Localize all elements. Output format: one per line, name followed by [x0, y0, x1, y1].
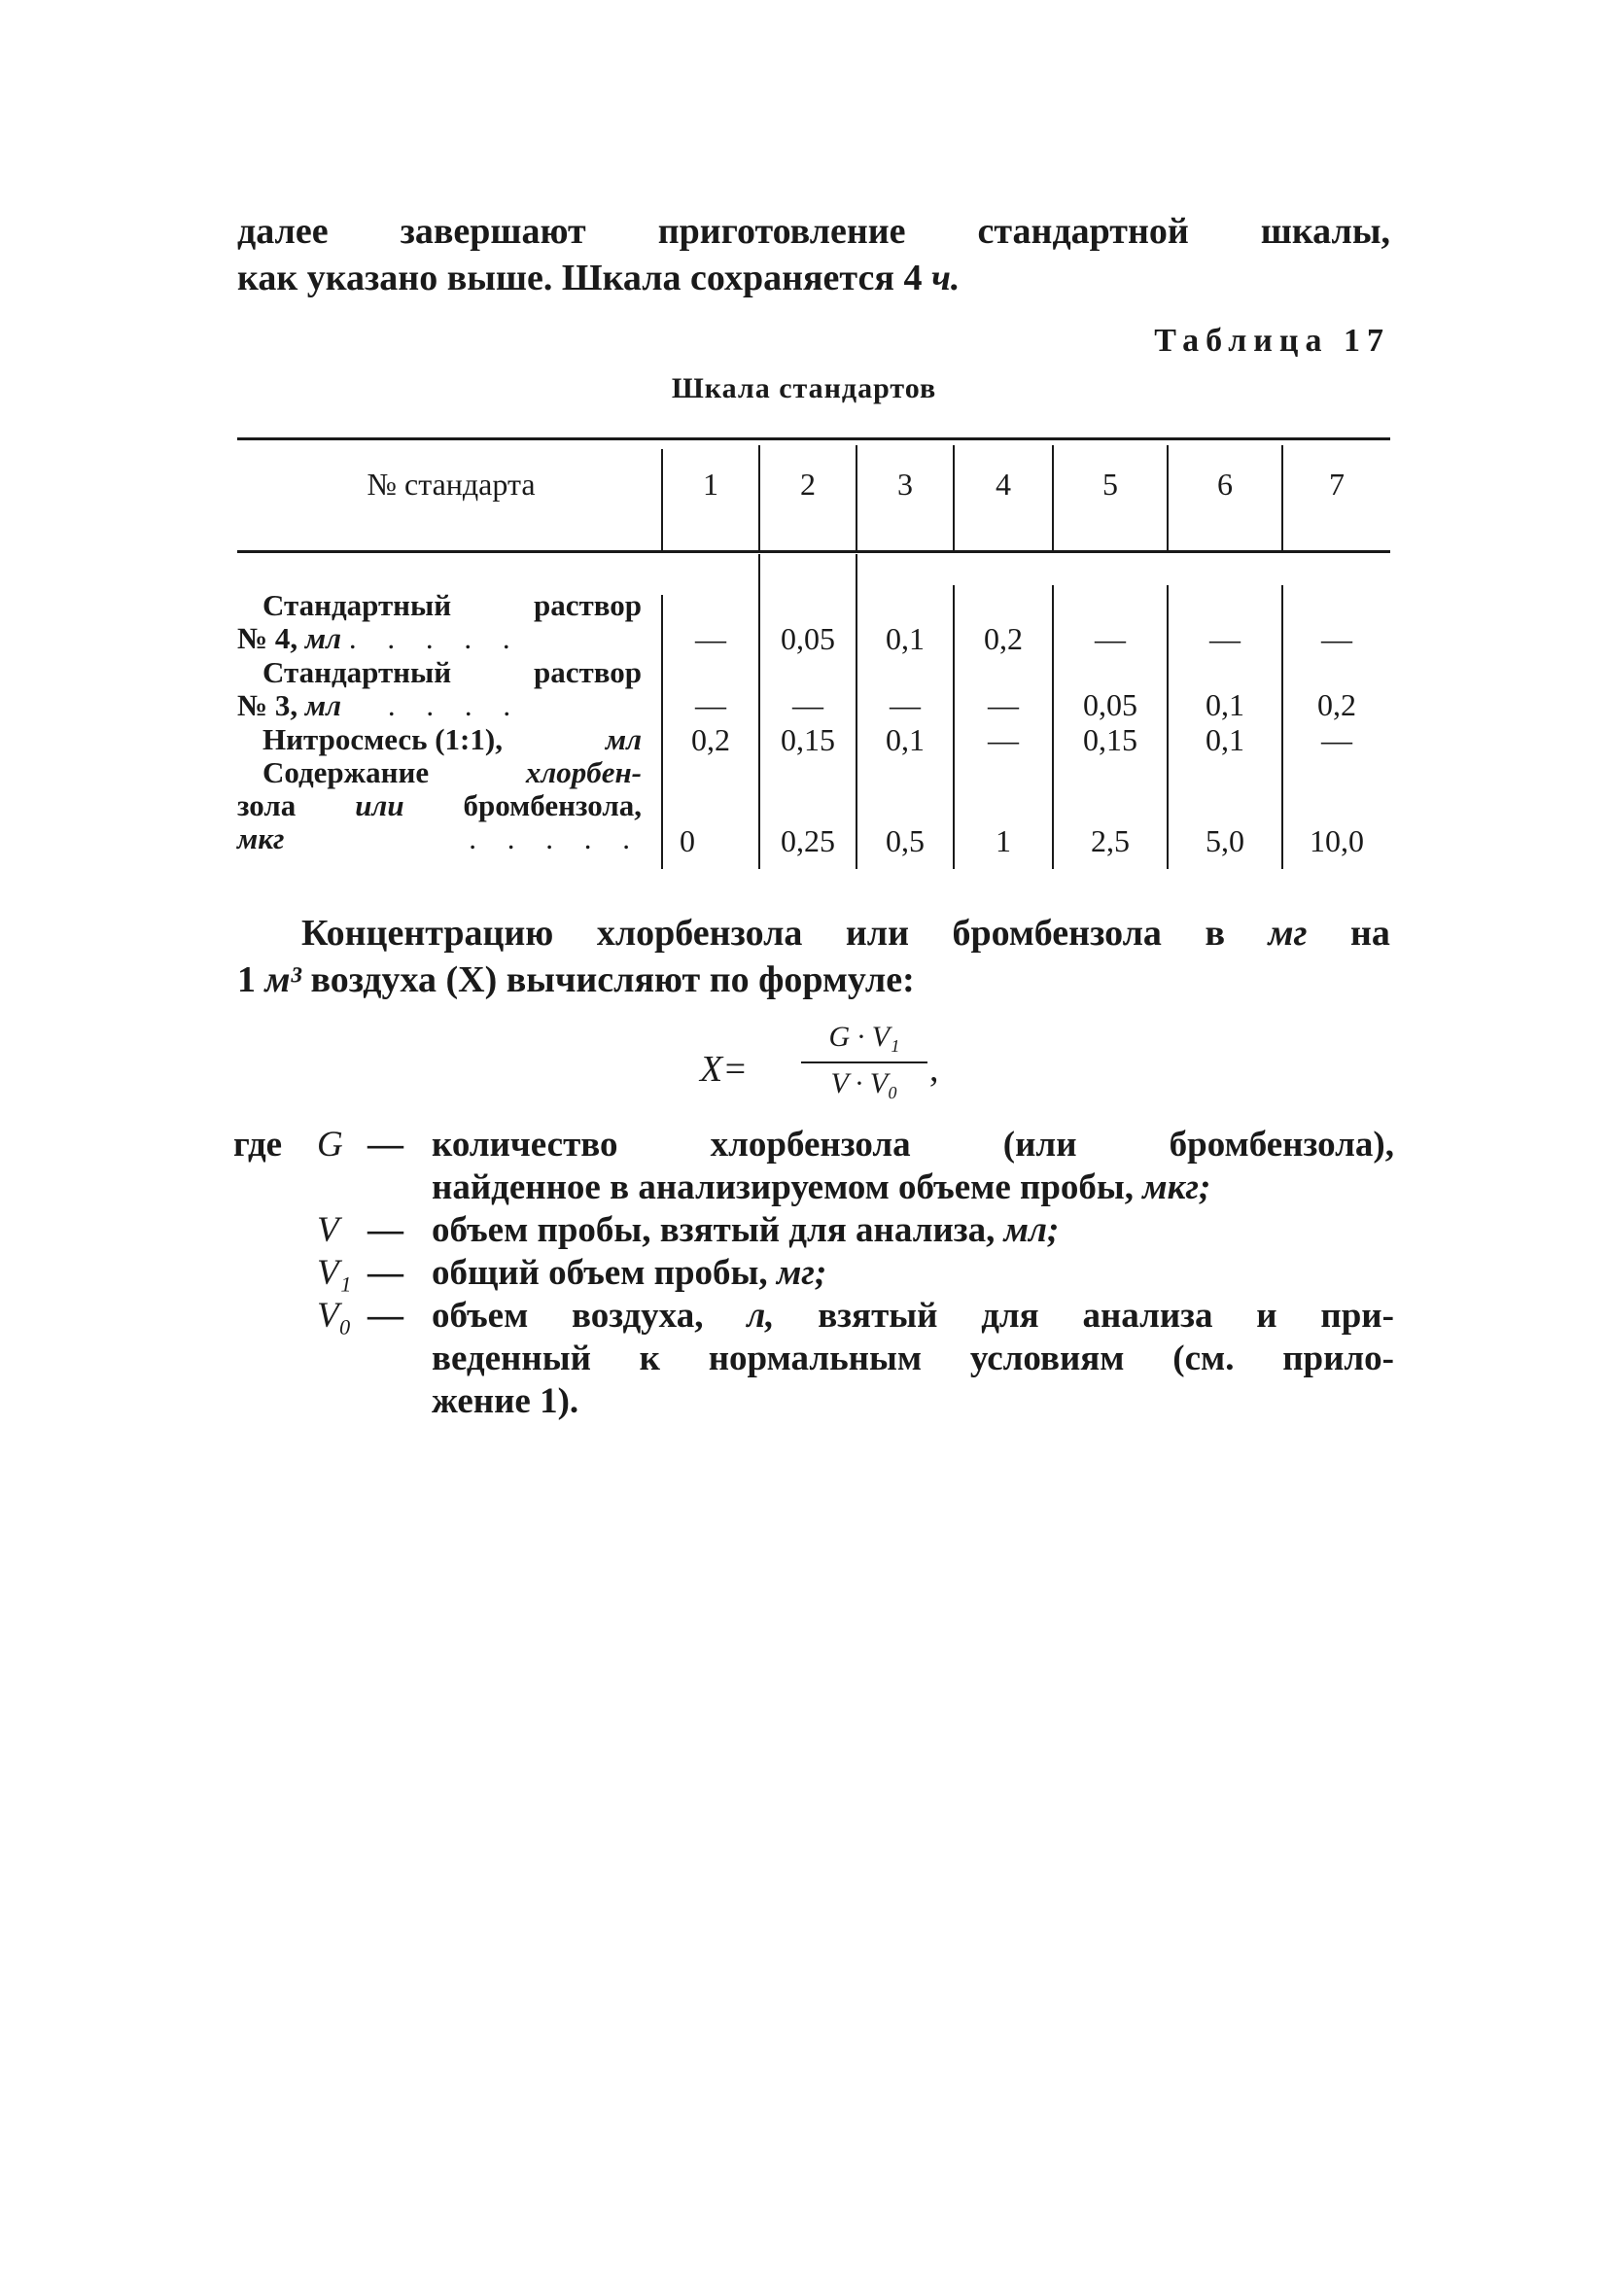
table-number: Таблица 17: [1154, 323, 1390, 359]
header-column-3: 3: [897, 467, 913, 502]
paragraph-unit: м³: [264, 959, 301, 1000]
row-label-unit: мл: [304, 688, 342, 722]
definition-symbol: V: [317, 1210, 339, 1250]
formula-trailing-comma: ,: [929, 1049, 939, 1090]
cell-r3-c6: 0,1: [1206, 722, 1244, 757]
definition-word: воздуха,: [572, 1296, 704, 1336]
definition-word: веденный: [432, 1339, 591, 1378]
paragraph-word: или: [845, 913, 910, 954]
definition-word: при-: [1320, 1296, 1394, 1336]
cell-r4-c5: 2,5: [1091, 823, 1130, 858]
cell-r2-c3: —: [890, 687, 921, 722]
paragraph-line-1: [237, 910, 1390, 957]
cell-r3-c4: —: [988, 722, 1019, 757]
definition-word: объем: [432, 1296, 529, 1336]
header-column-5: 5: [1102, 467, 1118, 502]
cell-r2-c5: 0,05: [1083, 687, 1137, 722]
row-label-text: Содержание: [262, 755, 430, 789]
definition-symbol: G: [317, 1125, 343, 1165]
header-standard-number: № стандарта: [367, 467, 536, 502]
paragraph-word: бромбензола: [952, 913, 1162, 954]
row-label-text: хлорбен-: [525, 755, 642, 789]
intro-line-2: [237, 255, 1390, 301]
formula-denominator: V · V₀: [830, 1067, 898, 1099]
cell-r2-c4: —: [988, 687, 1019, 722]
variable-definitions: [233, 1124, 1394, 1423]
row-label-solution-3: [237, 656, 642, 722]
row-label-leader: . . . .: [387, 688, 523, 722]
row-label-text: зола: [237, 788, 297, 822]
paragraph-word: в: [1205, 913, 1225, 954]
row-label-leader: . . . . .: [469, 821, 642, 855]
definition-word: условиям: [969, 1339, 1125, 1378]
row-label-text: или: [355, 788, 404, 822]
paragraph-word: 1: [237, 959, 256, 1000]
definition-unit: мкг;: [1142, 1167, 1211, 1207]
definition-text: жение 1).: [432, 1381, 579, 1421]
table-header-rule: [237, 550, 1390, 553]
cell-r2-c6: 0,1: [1206, 687, 1244, 722]
intro-paragraph: [237, 208, 1390, 301]
definition-symbol: V₁: [317, 1253, 352, 1293]
definition-word: прило-: [1282, 1339, 1394, 1378]
header-column-2: 2: [800, 467, 816, 502]
row-label-text: бромбензола,: [463, 788, 642, 822]
cell-r3-c5: 0,15: [1083, 722, 1137, 757]
paragraph-word: воздуха (X) вычисляют по формуле:: [310, 959, 915, 1000]
header-column-7: 7: [1329, 467, 1345, 502]
paragraph-line-2: [237, 957, 1390, 1003]
definition-word: (или: [1002, 1125, 1077, 1165]
definition-word: нормальным: [708, 1339, 923, 1378]
definition-symbol: V₀: [317, 1296, 352, 1336]
formula-numerator: G · V₁: [828, 1021, 900, 1053]
intro-line-1: [237, 208, 1390, 255]
cell-r3-c3: 0,1: [886, 722, 925, 757]
cell-r3-c2: 0,15: [781, 722, 835, 757]
definition-prefix: [233, 1295, 317, 1423]
definition-word: для: [981, 1296, 1039, 1336]
intro-word: стандартной: [977, 211, 1189, 252]
definition-dash: —: [367, 1296, 403, 1336]
definition-unit: мг;: [776, 1253, 827, 1293]
definition-prefix: [233, 1209, 317, 1252]
cell-r1-c3: 0,1: [886, 621, 925, 656]
paragraph-word: хлорбензола: [596, 913, 803, 954]
definition-word: и: [1256, 1296, 1277, 1336]
definition-text: объем пробы, взятый для анализа,: [432, 1210, 996, 1250]
definition-V0: [233, 1295, 1394, 1423]
definition-word: к: [639, 1339, 660, 1378]
cell-r4-c1: 0: [680, 823, 695, 858]
table-title: Шкала стандартов: [671, 372, 937, 404]
cell-r1-c7: —: [1321, 621, 1352, 656]
row-label-text: № 3,: [237, 688, 298, 722]
cell-r4-c6: 5,0: [1206, 823, 1244, 858]
intro-line-2-unit: ч.: [930, 258, 961, 298]
cell-r4-c3: 0,5: [886, 823, 925, 858]
cell-r3-c7: —: [1321, 722, 1352, 757]
cell-r1-c2: 0,05: [781, 621, 835, 656]
row-label-text: Нитросмесь (1:1),: [262, 722, 503, 756]
cell-r1-c5: —: [1095, 621, 1126, 656]
cell-r3-c1: 0,2: [691, 722, 730, 757]
row-label-nitro-mix: [237, 723, 642, 756]
definition-word: (см.: [1172, 1339, 1235, 1378]
row-label-text: раствор: [534, 655, 642, 689]
intro-word: приготовление: [657, 211, 906, 252]
intro-line-2-text: как указано выше. Шкала сохраняется 4: [237, 258, 923, 298]
intro-word: завершают: [400, 211, 586, 252]
paragraph-word: Концентрацию: [301, 913, 554, 954]
cell-r1-c6: —: [1209, 621, 1241, 656]
definition-V1: [233, 1252, 1394, 1295]
formula-intro-paragraph: [237, 910, 1390, 1003]
row-label-text: раствор: [534, 588, 642, 622]
header-column-6: 6: [1217, 467, 1233, 502]
definition-prefix: [233, 1252, 317, 1295]
formula-lhs: X=: [700, 1049, 748, 1090]
definition-G: [233, 1124, 1394, 1209]
cell-r2-c1: —: [695, 687, 726, 722]
header-column-4: 4: [996, 467, 1011, 502]
paragraph-word: на: [1350, 913, 1390, 954]
definition-dash: —: [367, 1125, 403, 1165]
definition-word: взятый: [818, 1296, 938, 1336]
cell-r2-c2: —: [792, 687, 823, 722]
definition-word: количество: [432, 1125, 618, 1165]
standards-table: [237, 437, 1390, 871]
intro-word: далее: [237, 211, 329, 252]
cell-r4-c7: 10,0: [1310, 823, 1364, 858]
concentration-formula: [700, 1021, 1011, 1108]
definition-dash: —: [367, 1210, 403, 1250]
table-top-rule: [237, 437, 1390, 440]
header-column-1: 1: [703, 467, 718, 502]
definition-word: л,: [747, 1296, 775, 1336]
definition-V: [233, 1209, 1394, 1252]
cell-r2-c7: 0,2: [1317, 687, 1356, 722]
row-label-text: Стандартный: [262, 655, 452, 689]
row-label-unit: мл: [304, 621, 342, 655]
row-label-content: [237, 756, 642, 855]
row-label-leader: . . . . .: [348, 621, 522, 655]
definition-prefix: где: [233, 1125, 283, 1165]
cell-r4-c2: 0,25: [781, 823, 835, 858]
intro-word: шкалы,: [1260, 211, 1390, 252]
definition-word: бромбензола),: [1169, 1125, 1394, 1165]
row-label-solution-4: [237, 589, 642, 655]
definition-word: хлорбензола: [710, 1125, 911, 1165]
cell-r1-c1: —: [695, 621, 726, 656]
definition-text: найденное в анализируемом объеме пробы,: [432, 1167, 1135, 1207]
row-label-text: Стандартный: [262, 588, 452, 622]
definition-dash: —: [367, 1253, 403, 1293]
row-label-unit: мл: [605, 722, 642, 756]
cell-r4-c4: 1: [996, 823, 1011, 858]
row-label-unit: мкг: [237, 821, 285, 855]
definition-text: общий объем пробы,: [432, 1253, 768, 1293]
definition-word: анализа: [1082, 1296, 1213, 1336]
definition-unit: мл;: [1003, 1210, 1060, 1250]
row-label-text: № 4,: [237, 621, 298, 655]
formula-fraction-bar: [801, 1061, 927, 1063]
paragraph-unit: мг: [1268, 913, 1308, 954]
cell-r1-c4: 0,2: [984, 621, 1023, 656]
